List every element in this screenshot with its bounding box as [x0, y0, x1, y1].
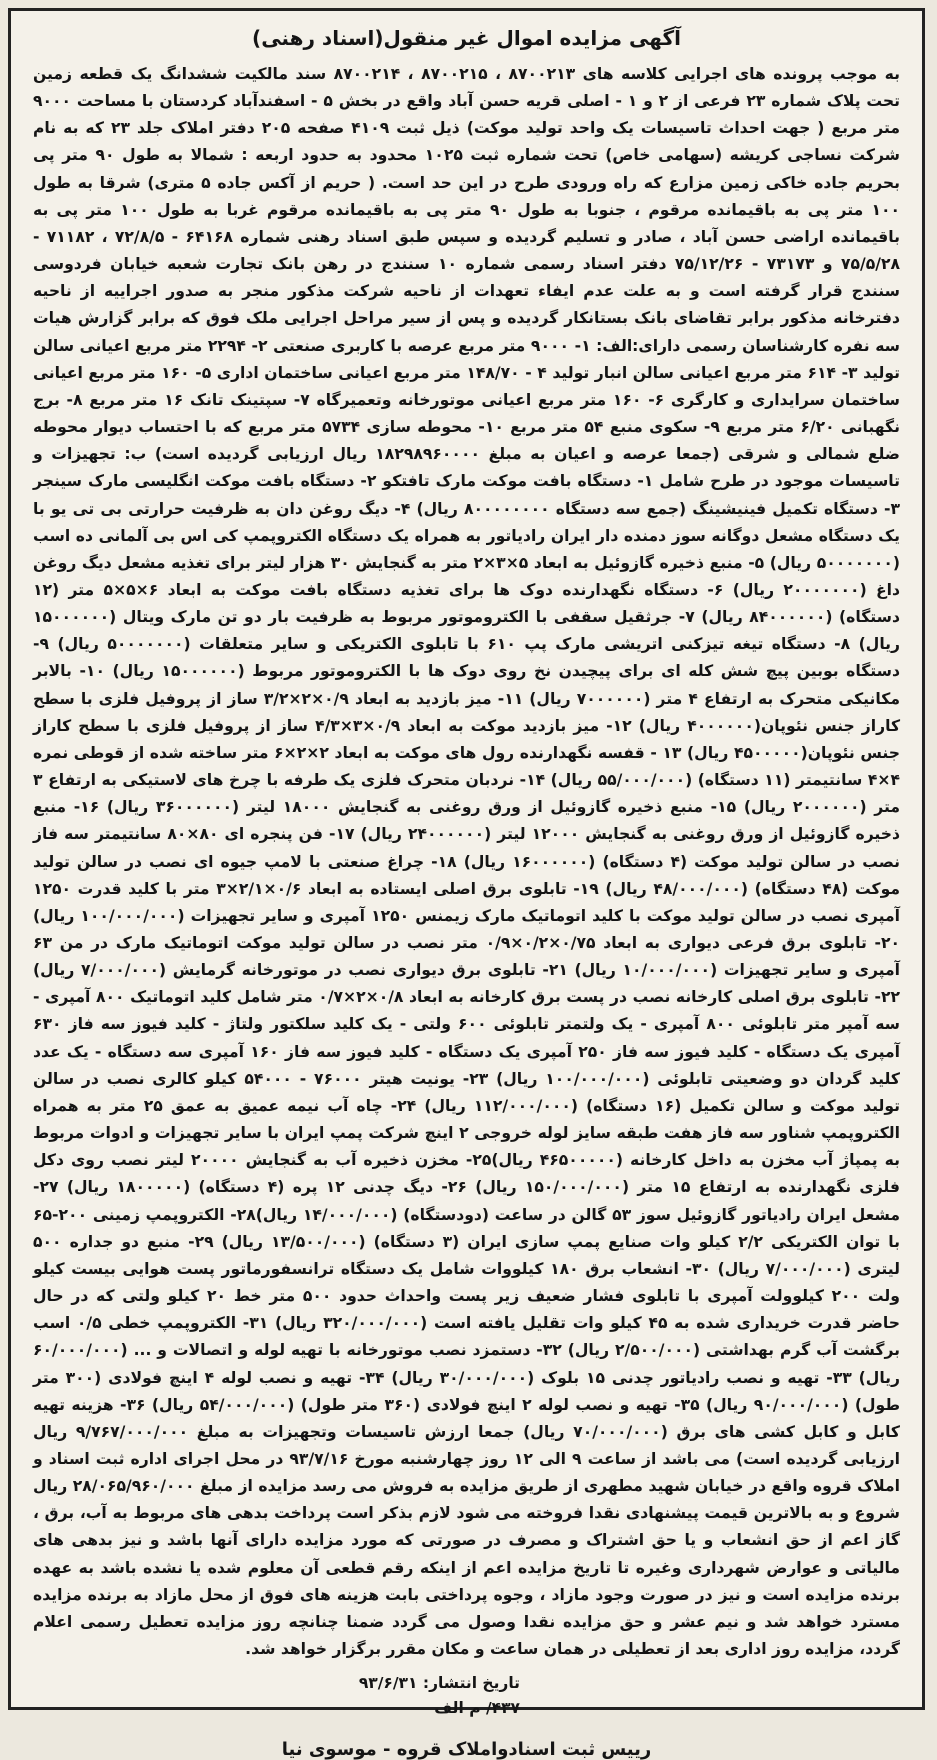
signature: رییس ثبت اسنادواملاک قروه - موسوی نیا: [281, 1738, 652, 1760]
notice-meta: [33, 1671, 900, 1721]
notice-sheet: [8, 8, 925, 1760]
notice-title: آگهی مزایده اموال غیر منقول(اسناد رهنی): [252, 26, 681, 50]
notice-body: به موجب پرونده های اجرایی کلاسه های ۸۷۰۰۲۱۳ ، ۸۷۰۰۲۱۵ ، ۸۷۰۰۲۱۴ سند مالکیت ششدانگ یک قطعه زمین تحت پلاک شماره ۲۳ فرعی از ۲ و ۱ - اصلی قریه حسن آباد واقع در بخش ۵ - اسفندآباد کردستان با مساحت ۹۰۰۰ متر مربع ( جهت احداث تاسیسات یک واحد تولید موکت) ذیل ثبت ۴۱۰۹ صفحه ۲۰۵ دفتر املاک جلد ۲۳ که به نام شرکت نساجی کریشه (سهامی خاص) تحت شماره ثبت ۱۰۲۵ محدود به حدود اربعه : شمالا به طول ۹۰ متر پی بحریم جاده خاکی زمین مزارع که راه ورودی طرح در این حد است. ( حریم از آکس جاده ۵ متری) شرقا به طول ۱۰۰ متر پی به باقیمانده مرقوم ، جنوبا به طول ۹۰ متر پی به باقیمانده مرقوم غربا به طول ۱۰۰ متر پی به باقیمانده اراضی حسن آباد ، صادر و تسلیم گردیده و سپس طبق اسناد رهنی شماره ۶۴۱۶۸ - ۷۲/۸/۵ ، ۷۱۱۸۲ - ۷۵/۵/۲۸ و ۷۳۱۷۳ - ۷۵/۱۲/۲۶ دفتر اسناد رسمی شماره ۱۰ سنندج در رهن بانک تجارت شعبه خیابان فردوسی سنندج قرار گرفته است و به علت عدم ایفاء تعهدات از ناحیه شرکت مذکور منجر به صدور اجراییه از ناحیه دفترخانه مذکور برابر تقاضای بانک بستانکار گردیده و پس از سیر مراحل اجرایی ملک فوق که برابر گزارش هیات سه نفره کارشناسان رسمی دارای:الف: ۱- ۹۰۰۰ متر مربع عرصه با کاربری صنعتی ۲- ۲۲۹۴ متر مربع اعیانی سالن تولید ۳- ۶۱۴ متر مربع اعیانی سالن انبار تولید ۴ - ۱۴۸/۷۰ متر مربع اعیانی ساختمان اداری ۵- ۱۶۰ متر مربع اعیانی ساختمان سرایداری و کارگری ۶- ۱۶۰ متر مربع اعیانی موتورخانه وتعمیرگاه ۷- سپتینک تانک ۱۶ متر مربع ۸- برج نگهبانی ۶/۲۰ متر مربع ۹- سکوی منبع ۵۴ متر مربع ۱۰- محوطه سازی ۵۷۳۴ متر مربع که با احتساب دیوار محوطه ضلع شمالی و شرقی (جمعا عرصه و اعیان به مبلغ ۱۸۲۹۸۹۶۰۰۰۰ ریال ارزیابی گردیده است) ب: تجهیزات و تاسیسات موجود در طرح شامل ۱- دستگاه بافت موکت مارک تافتکو ۲- دستگاه بافت موکت انگلیسی مارک سینجر ۳- دستگاه تکمیل فینیشینگ (جمع سه دستگاه ۸۰۰۰۰۰۰۰۰ ریال) ۴- دیگ روغن دان به ظرفیت حرارتی بی تی یو با یک دستگاه مشعل دوگانه سوز دمنده دار ایران رادیاتور به همراه یک دستگاه الکتروپمپ کی اس بی آلمانی ده اسب (۵۰۰۰۰۰۰۰ ریال) ۵- منبع ذخیره گازوئیل به ابعاد ۵×۳×۲ متر به گنجایش ۳۰ هزار لیتر برای تغذیه مشعل دیگ روغن داغ (۲۰۰۰۰۰۰۰ ریال) ۶- دستگاه نگهدارنده دوک ها برای تغذیه دستگاه بافت موکت به ابعاد ۶×۵×۵ متر (۱۲ دستگاه) (۸۴۰۰۰۰۰۰ ریال) ۷- جرثقیل سقفی با الکتروموتور مربوط به ظرفیت بار دو تن مارک ویتال (۱۵۰۰۰۰۰۰ ریال) ۸- دستگاه تیغه تیزکنی اتریشی مارک پپ ۶۱۰ با تابلوی الکتریکی و سایر متعلقات (۵۰۰۰۰۰۰۰ ریال) ۹- دستگاه بوبین پیچ شش کله ای برای پیچیدن نخ روی دوک ها با الکتروموتور مربوط (۱۵۰۰۰۰۰۰ ریال) ۱۰- بالابر مکانیکی متحرک به ارتفاع ۴ متر (۷۰۰۰۰۰۰ ریال) ۱۱- میز بازدید به ابعاد ۰/۹×۲×۳/۲ ساز از پروفیل فلزی با سطح کاراز جنس نئوپان(۴۰۰۰۰۰۰ ریال) ۱۲- میز بازدید موکت به ابعاد ۰/۹×۳×۴/۳ ساز از پروفیل فلزی با سطح کاراز جنس نئوپان(۴۵۰۰۰۰۰ ریال) ۱۳ - قفسه نگهدارنده رول های موکت به ابعاد ۲×۲×۶ متر ساخته شده از قوطی نمره ۴×۴ سانتیمتر (۱۱ دستگاه) (۵۵/۰۰۰/۰۰۰ ریال) ۱۴- نردبان متحرک فلزی یک طرفه با چرخ های لاستیکی به ارتفاع ۳ متر (۲۰۰۰۰۰۰ ریال) ۱۵- منبع ذخیره گازوئیل از ورق روغنی به گنجایش ۱۸۰۰۰ لیتر (۳۶۰۰۰۰۰۰ ریال) ۱۶- منبع ذخیره گازوئیل از ورق روغنی به گنجایش ۱۲۰۰۰ لیتر (۲۴۰۰۰۰۰۰ ریال) ۱۷- فن پنجره ای ۸۰×۸۰ سانتیمتر سه فاز نصب در سالن تولید موکت (۴ دستگاه) (۱۶۰۰۰۰۰۰ ریال) ۱۸- چراغ صنعتی با لامپ جیوه ای نصب در سالن تولید موکت (۴۸ دستگاه) (۴۸/۰۰۰/۰۰۰ ریال) ۱۹- تابلوی برق اصلی ایستاده به ابعاد ۰/۶×۲/۱×۳ متر با کلید قدرت ۱۲۵۰ آمپری نصب در سالن تولید موکت با کلید اتوماتیک مارک زیمنس ۱۲۵۰ آمپری و سایر تجهیزات (۱۰۰/۰۰۰/۰۰۰ ریال) ۲۰- تابلوی برق فرعی دیواری به ابعاد ۰/۷۵×۰/۲×۰/۹ متر نصب در سالن تولید موکت اتوماتیک مارک در من ۶۳ آمپری و سایر تجهیزات (۱۰/۰۰۰/۰۰۰ ریال) ۲۱- تابلوی برق دیواری نصب در موتورخانه گرمایش (۷/۰۰۰/۰۰۰ ریال) ۲۲- تابلوی برق اصلی کارخانه نصب در پست برق کارخانه به ابعاد ۰/۸×۲×۰/۷ متر شامل کلید اتوماتیک ۸۰۰ آمپری - سه آمپر متر تابلوئی ۸۰۰ آمپری - یک ولتمتر تابلوئی ۶۰۰ ولتی - یک کلید سلکتور ولتاژ - کلید فیوز سه فاز ۶۳۰ آمپری یک دستگاه - کلید فیوز سه فاز ۲۵۰ آمپری یک دستگاه - کلید فیوز سه فاز ۱۶۰ آمپری سه دستگاه - یک عدد کلید گردان دو وضعیتی تابلوئی (۱۰۰/۰۰۰/۰۰۰ ریال) ۲۳- یونیت هیتر ۷۶۰۰۰ - ۵۴۰۰۰ کیلو کالری نصب در سالن تولید موکت و سالن تکمیل (۱۶ دستگاه) (۱۱۲/۰۰۰/۰۰۰ ریال) ۲۴- چاه آب نیمه عمیق به عمق ۲۵ متر به همراه الکتروپمپ شناور سه فاز هفت طبقه سایز لوله خروجی ۲ اینچ شرکت پمپ ایران با سایر تجهیزات و ادوات مربوط به پمپاژ آب مخزن به داخل کارخانه (۴۶۵۰۰۰۰۰ ریال)۲۵- مخزن ذخیره آب به گنجایش ۲۰۰۰۰ لیتر نصب روی دکل فلزی نگهدارنده به ارتفاع ۱۵ متر (۱۵۰/۰۰۰/۰۰۰ ریال) ۲۶- دیگ چدنی ۱۲ پره (۴ دستگاه) (۱۸۰۰۰۰۰ ریال) ۲۷- مشعل ایران رادیاتور گازوئیل سوز ۵۳ گالن در ساعت (دودستگاه) (۱۴/۰۰۰/۰۰۰ ریال)۲۸- الکتروپمپ زمینی ۲۰۰-۶۵ با توان الکتریکی ۲/۲ کیلو وات صنایع پمپ سازی ایران (۳ دستگاه) (۱۳/۵۰۰/۰۰۰ ریال) ۲۹- منبع دو جداره ۵۰۰ لیتری (۷/۰۰۰/۰۰۰ ریال) ۳۰- انشعاب برق ۱۸۰ کیلووات شامل یک دستگاه ترانسفورماتور پست هوایی بیست کیلو ولت ۲۰۰ کیلوولت آمپری با تابلوی فشار ضعیف زیر پست واحداث حدود ۵۰۰ متر خط ۲۰ کیلو ولتی که در حال حاضر قدرت خریداری شده به ۴۵ کیلو وات تقلیل یافته است (۳۲۰/۰۰۰/۰۰۰ ریال) ۳۱- الکتروپمپ خطی ۰/۵ اسب برگشت آب گرم بهداشتی (۲/۵۰۰/۰۰۰ ریال) ۳۲- دستمزد نصب موتورخانه با تهیه لوله و اتصالات و ... (۶۰/۰۰۰/۰۰۰ ریال) ۳۳- تهیه و نصب رادیاتور چدنی ۱۵ بلوک (۳۰/۰۰۰/۰۰۰ ریال) ۳۴- تهیه و نصب لوله ۴ اینچ فولادی (۳۰۰ متر طول) (۹۰/۰۰۰/۰۰۰ ریال) ۳۵- تهیه و نصب لوله ۲ اینچ فولادی (۳۶۰ متر طول) (۵۴/۰۰۰/۰۰۰ ریال) ۳۶- هزینه تهیه کابل و کابل کشی های برق (۷۰/۰۰۰/۰۰۰ ریال) جمعا ارزش تاسیسات وتجهیزات به مبلغ ۹/۷۶۷/۰۰۰/۰۰۰ ریال ارزیابی گردیده است) می باشد از ساعت ۹ الی ۱۲ روز چهارشنبه مورخ ۹۳/۷/۱۶ در محل اجرای اداره ثبت اسناد و املاک قروه واقع در خیابان شهید مطهری از طریق مزایده به فروش می رسد مزایده از مبلغ ۲۸/۰۶۵/۹۶۰/۰۰۰ ریال شروع و به بالاترین قیمت پیشنهادی نقدا فروخته می شود لازم بذکر است پرداخت بدهی های مربوط به آب، برق ، گاز اعم از حق انشعاب و یا حق اشتراک و مصرف در صورتی که مورد مزایده دارای آنها باشد و نیز بدهی های مالیاتی و عوارض شهرداری وغیره تا تاریخ مزایده اعم از اینکه رقم قطعی آن معلوم شده یا نشده باشد به عهده برنده مزایده است و نیز در صورت وجود مازاد ، وجوه پرداختی بابت هزینه های فوق از محل مازاد به برنده مزایده مسترد خواهد شد و نیم عشر و حق مزایده نقدا وصول می گردد ضمنا چنانچه روز مزایده تعطیل رسمی اعلام گردد، مزایده روز اداری بعد از تعطیلی در همان ساعت و مکان مقرر برگزار خواهد شد.: [33, 65, 901, 1659]
publish-date: تاریخ انتشار: ۹۳/۶/۳۱: [358, 1674, 520, 1693]
reference-number: ۴۳۷/ م الف: [434, 1699, 520, 1718]
